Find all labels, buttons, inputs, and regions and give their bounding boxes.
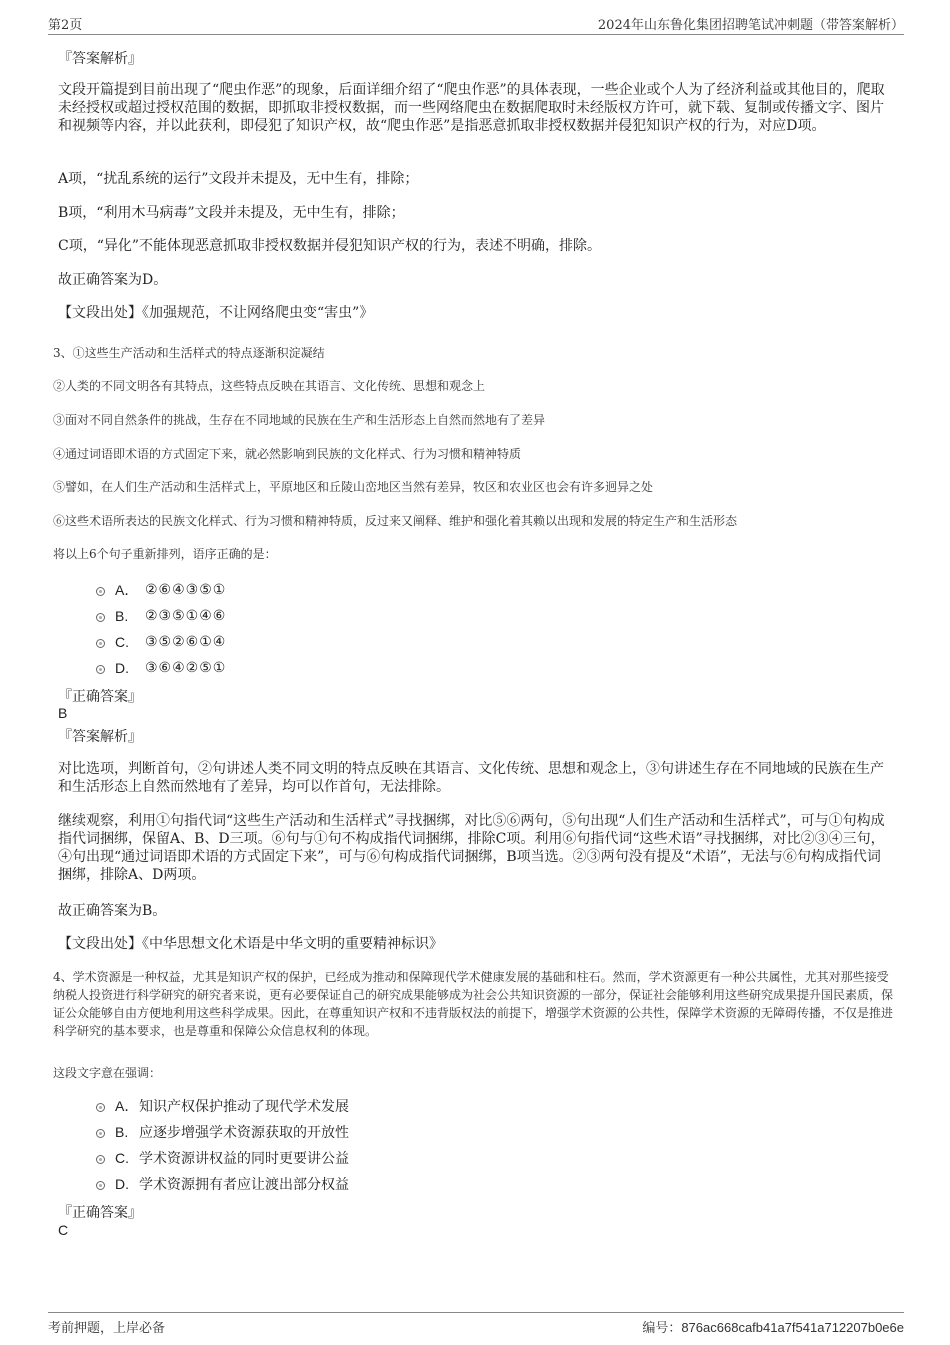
option-b[interactable] [96, 606, 226, 626]
option-label: A． [115, 582, 139, 598]
radio-button[interactable] [96, 1155, 105, 1164]
option-label: C. [115, 1150, 129, 1166]
option-c[interactable] [96, 632, 226, 652]
analysis-conclusion: 故正确答案为B。 [58, 903, 167, 919]
page-footer [48, 1312, 904, 1337]
answer-analysis-label: 『答案解析』 [58, 51, 142, 67]
option-text: 学术资源拥有者应让渡出部分权益 [139, 1177, 349, 1193]
document-id-label: 编号： [642, 1321, 682, 1336]
option-text: ③⑥④②⑤① [145, 660, 227, 676]
radio-button[interactable] [96, 587, 105, 596]
analysis-conclusion: 故正确答案为D。 [58, 272, 168, 288]
radio-button[interactable] [96, 665, 105, 674]
question-stem: 4、学术资源是一种权益，尤其是知识产权的保护，已经成为推动和保障现代学术健康发展的基础和柱石。然而，学术资源更有一种公共属性，尤其对那些接受纳税人投资进行科学研究的研究者来说，更有必要保证自己的研究成果能够成为社会公共知识资源的一部分，保证社会能够利用这些研究成果提升国民素质，保证公众能够自由方便地利用这些科学成果。因此，在尊重知识产权和不违背版权法的前提下，增强学术资源的公共性，保障学术资源的无障碍传播，不仅是推进科学研究的基本要求，也是尊重和保障公众信息权利的体现。 [53, 970, 894, 1038]
correct-answer-label: 『正确答案』 [58, 1205, 142, 1221]
option-d[interactable] [96, 658, 226, 678]
answer-analysis-label: 『答案解析』 [58, 729, 142, 745]
radio-button[interactable] [96, 1181, 105, 1190]
analysis-paragraph: B项，“利用木马病毒”文段并未提及，无中生有，排除； [58, 205, 405, 221]
option-b[interactable] [96, 1122, 349, 1142]
radio-button[interactable] [96, 1129, 105, 1138]
question-line: ②人类的不同文明各有其特点，这些特点反映在其语言、文化传统、思想和观念上 [53, 379, 486, 393]
option-d[interactable] [96, 1174, 349, 1194]
option-text: ②⑥④③⑤① [145, 582, 227, 598]
analysis-paragraph: 继续观察，利用①句指代词“这些生产活动和生活样式”寻找捆绑，对比⑤⑥两句，⑤句出现“人们生产活动和生活样式”，可与①句构成指代词捆绑，保留A、B、D三项。⑥句与①句不构成指代词捆绑，排除C项。利用⑥句指代词“这些术语”寻找捆绑，对比②③④三句，④句出现“通过词语即术语的方式固定下来”，可与⑥句构成指代词捆绑，B项当选。②③两句没有提及“术语”，无法与⑥句构成指代词捆绑，排除A、D两项。 [58, 813, 885, 883]
option-label: B. [115, 608, 129, 624]
radio-button[interactable] [96, 613, 105, 622]
page-header [48, 12, 904, 35]
document-id-value: 876ac668cafb41a7f541a712207b0e6e [681, 1320, 904, 1335]
question-prompt: 这段文字意在强调： [53, 1066, 162, 1080]
document-id [642, 1317, 904, 1336]
option-label: C. [115, 634, 129, 650]
question-line: ⑤譬如，在人们生产活动和生活样式上，平原地区和丘陵山峦地区当然有差异，牧区和农业区也会有许多迥异之处 [53, 480, 654, 494]
radio-button[interactable] [96, 639, 105, 648]
footer-slogan: 考前押题，上岸必备 [48, 1321, 166, 1336]
question-line: ③面对不同自然条件的挑战，生存在不同地域的民族在生产和生活形态上自然而然地有了差异 [53, 413, 546, 427]
analysis-paragraph: A项，“扰乱系统的运行”文段并未提及，无中生有，排除； [58, 171, 419, 187]
option-text: ②③⑤①④⑥ [145, 608, 227, 624]
question-line: 3、①这些生产活动和生活样式的特点逐渐积淀凝结 [53, 346, 325, 360]
analysis-paragraph: 对比选项，判断首句，②句讲述人类不同文明的特点反映在其语言、文化传统、思想和观念上，③句讲述生存在不同地域的民族在生产和生活形态上自然而然地有了差异，均可以作首句，无法排除。 [58, 761, 884, 795]
option-label: D. [115, 1176, 129, 1192]
option-c[interactable] [96, 1148, 349, 1168]
question-line: ⑥这些术语所表达的民族文化样式、行为习惯和精神特质，反过来又阐释、维护和强化着其赖以出现和发展的特定生产和生活形态 [53, 514, 738, 528]
option-a[interactable] [96, 1096, 349, 1116]
option-text: ③⑤②⑥①④ [145, 634, 227, 650]
option-label: D. [115, 660, 129, 676]
option-label: A． [115, 1098, 139, 1114]
option-text: 学术资源讲权益的同时更要讲公益 [139, 1151, 349, 1167]
correct-answer: B [58, 705, 68, 721]
option-text: 知识产权保护推动了现代学术发展 [139, 1099, 349, 1115]
option-a[interactable] [96, 580, 226, 600]
question-line: ④通过词语即术语的方式固定下来，就必然影响到民族的文化样式、行为习惯和精神特质 [53, 447, 522, 461]
radio-button[interactable] [96, 1103, 105, 1112]
correct-answer: C [58, 1222, 69, 1238]
question-prompt: 将以上6个句子重新排列，语序正确的是： [53, 547, 277, 561]
document-title: 2024年山东鲁化集团招聘笔试冲刺题（带答案解析） [597, 18, 904, 33]
option-label: B. [115, 1124, 129, 1140]
option-text: 应逐步增强学术资源获取的开放性 [139, 1125, 349, 1141]
correct-answer-label: 『正确答案』 [58, 689, 142, 705]
page-number: 第2页 [48, 18, 83, 33]
source-citation: 【文段出处】《中华思想文化术语是中华文明的重要精神标识》 [58, 936, 443, 952]
analysis-paragraph: C项，“异化”不能体现恶意抓取非授权数据并侵犯知识产权的行为，表述不明确，排除。 [58, 238, 602, 254]
analysis-paragraph: 文段开篇提到目前出现了“爬虫作恶”的现象，后面详细介绍了“爬虫作恶”的具体表现，一些企业或个人为了经济利益或其他目的，爬取未经授权或超过授权范围的数据，即抓取非授权数据，而一些网络爬虫在数据爬取时未经版权方许可，就下载、复制或传播文字、图片和视频等内容，并以此获利，即侵犯了知识产权，故“爬虫作恶”是指恶意抓取非授权数据并侵犯知识产权的行为，对应D项。 [58, 82, 885, 134]
source-citation: 【文段出处】《加强规范，不让网络爬虫变“害虫”》 [58, 305, 374, 321]
